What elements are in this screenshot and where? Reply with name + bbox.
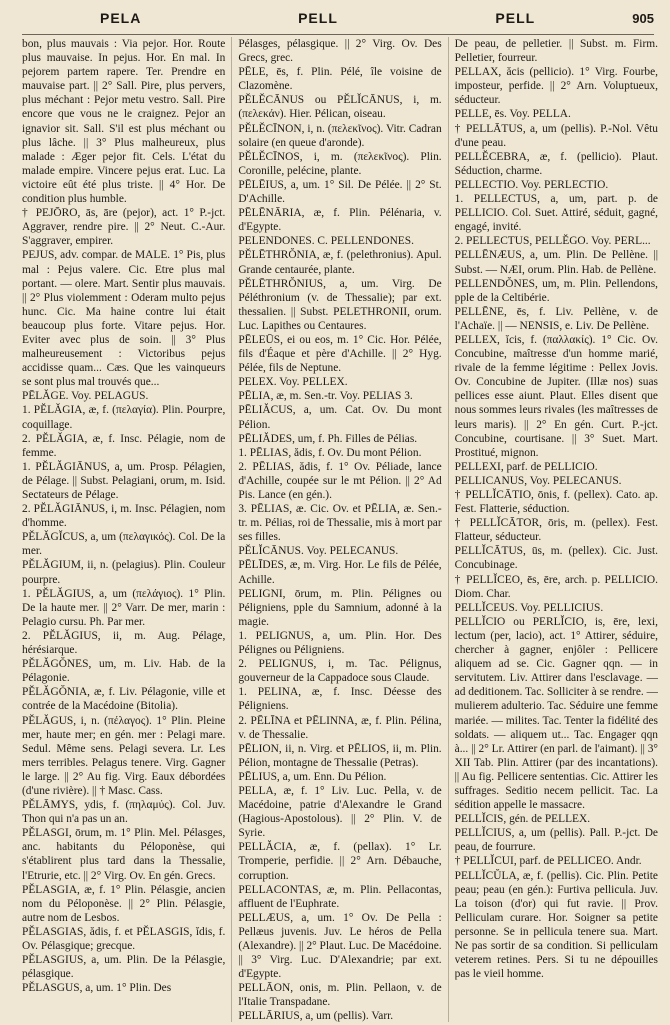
dictionary-entry: 1. PĔLĂGIA, æ, f. (πελαγία). Plin. Pourpre, coquillage. (22, 404, 226, 431)
dictionary-entry: † PELLĀTUS, a, um (pellis). P.-Nol. Vêtu d'une peau. (454, 122, 658, 149)
dictionary-entry: PELLAX, ăcis (pellicio). 1° Virg. Fourbe, imposteur, perfide. || 2° Arn. Voluptueux, séducteur. (454, 66, 658, 107)
dictionary-entry: 2. PĒLIAS, ădis, f. 1° Ov. Péliade, lance d'Achille, coupée sur le mt Pélion. || 2° Ad Pis. Lance (en gén.). (238, 460, 442, 501)
dictionary-entry: PĔLASGIAS, ădis, f. et PĔLASGIS, ĭdis, f. Ov. Pélasgique; grecque. (22, 925, 226, 952)
dictionary-entry: 2. PĒLĪNA et PĒLINNA, æ, f. Plin. Pélina, v. de Thessalie. (238, 714, 442, 741)
dictionary-entry: PĔLĬCĀNUS. Voy. PELECANUS. (238, 545, 399, 558)
dictionary-entry: PELLECTIO. Voy. PERLECTIO. (454, 178, 609, 191)
dictionary-entry: PELLÆUS, a, um. 1° Ov. De Pella : Pellæus juvenis. Juv. Le héros de Pella (Alexandre). || 2° Plaut. Luc. De Macédoine. || 3° Virg. Luc. D'Alexandrie; par ext. d'Egypte. (238, 911, 442, 981)
dictionary-entry: PELLĬCIS, gén. de PELLEX. (454, 813, 591, 826)
header-middle-word: PELL (298, 10, 338, 26)
dictionary-entry: PELIGNI, ōrum, m. Plin. Pélignes ou Péligniens, pple du Samnium, adonné à la magie. (238, 587, 442, 628)
dictionary-entry: † PELLĬCUI, parf. de PELLICEO. Andr. (454, 855, 642, 868)
dictionary-entry: PELLĬCIO ou PERLĬCIO, is, ēre, lexi, lectum (per, lacio), act. 1° Attirer, séduire, chercher à gagner, enjôler : Pellicere aliquem ad se. Cic. Gagner qqn. — in servitutem. Liv. Attirer dans l'esclavage. — ad deditionem. Tac. Solliciter à se rendre. — mulierem adulterio. Tac. Séduire une femme mariée. — milites. Tac. Tenter la fidélité des soldats. — aliquem ut... Tac. Engager qqn à... || 2° Lr. Attirer (en parl. de l'aimant). || 3° XII Tab. Plin. Attirer (par des incantations). || Au fig. Pellicere sententias. Cic. Attirer les suffrages. Seditio necem pellicit. Tac. La sédition appelle le massacre. (454, 615, 658, 812)
dictionary-entry: 1. PELINA, æ, f. Insc. Déesse des Péligniens. (238, 686, 442, 713)
dictionary-entry: PĒLEŪS, ei ou eos, m. 1° Cic. Hor. Pélée, fils d'Éaque et père d'Achille. || 2° Hyg. Pélée, fils de Neptune. (238, 333, 442, 375)
dictionary-entry: PELLĬCEUS. Voy. PELLICIUS. (454, 601, 604, 614)
dictionary-entry: PELLĀRIUS, a, um (pellis). Varr. (238, 1010, 394, 1022)
dictionary-entry: PĒLIA, æ, m. Sen.-tr. Voy. PELIAS 3. (238, 390, 413, 403)
page-number: 905 (632, 11, 654, 26)
dictionary-entry: PELENDONES. C. PELLENDONES. (238, 235, 414, 248)
dictionary-entry: PĔLĂGUS, i, n. (πέλαγος). 1° Plin. Pleine mer, haute mer; en gén. mer : Pelagi mare. Sedul. Même sens. Pelagi severa. Lr. Les mers terribles. Pelagus tenere. Virg. Gagner le large. || 2° Au fig. Virg. Eaux débordées (d'une rivière). || † Masc. Cass. (22, 714, 226, 797)
dictionary-entry: PELLĒNÆUS, a, um. Plin. De Pellène. || Subst. — NÆI, orum. Plin. Hab. de Pellène. (454, 249, 658, 276)
dictionary-entry: PELLENDŎNES, um, m. Plin. Pellendons, pple de la Celtibérie. (454, 277, 658, 304)
dictionary-entry: PĔLĒTHRŎNIA, æ, f. (pelethronius). Apul. Grande centaurée, plante. (238, 249, 442, 276)
dictionary-entry: 1. PĒLIAS, ădis, f. Ov. Du mont Pélion. (238, 446, 422, 459)
dictionary-entry: PELLEXI, parf. de PELLICIO. (454, 460, 598, 473)
dictionary-entry: PELEX. Voy. PELLEX. (238, 376, 348, 389)
dictionary-entry: PĒLIĂDES, um, f. Ph. Filles de Pélias. (238, 432, 418, 445)
dictionary-entry: 2. PELLECTUS, PELLĔGO. Voy. PERL... (454, 235, 651, 248)
dictionary-entry: PELLICANUS, Voy. PELECANUS. (454, 474, 622, 487)
header-right-word: PELL (495, 10, 536, 26)
dictionary-entry: PĒLION, ii, n. Virg. et PĒLIOS, ii, m. Plin. Pélion, montagne de Thessalie (Petras). (238, 742, 442, 769)
dictionary-entry: Pélasges, pélasgique. || 2° Virg. Ov. Des Grecs, grec. (238, 38, 442, 65)
dictionary-entry: † PELLĬCĀTIO, ōnis, f. (pellex). Cato. ap. Fest. Flatterie, séduction. (454, 489, 658, 516)
dictionary-entry: PĔLĔCĪNON, i, n. (πελεκῖνος). Vitr. Cadran solaire (en queue d'aronde). (238, 122, 442, 149)
dictionary-entry: De peau, de pelletier. || Subst. m. Firm. Pelletier, fourreur. (454, 38, 658, 65)
dictionary-entry: PELLEX, ĭcis, f. (παλλακίς). 1° Cic. Ov. Concubine, maîtresse d'un homme marié, rivale de la femme légitime : Pellex Jovis. Ov. Concubine de Jupiter. (Illæ nos) suas pellices esse aiunt. Plaut. Elles disent que nous sommes leurs rivales (les maîtresses de leurs maris). || 2° En gén. Curt. P.-jct. Concubine, courtisane. || 3° Suet. Mart. Prostitué, mignon. (454, 333, 658, 459)
dictionary-entry: PELLACONTAS, æ, m. Plin. Pellacontas, affluent de l'Euphrate. (238, 883, 442, 910)
dictionary-entry: 2. PELIGNUS, i, m. Tac. Pélignus, gouverneur de la Cappadoce sous Claude. (238, 658, 442, 685)
dictionary-entry: 1. PELIGNUS, a, um. Plin. Hor. Des Pélignes ou Péligniens. (238, 629, 442, 657)
column-2 (238, 37, 448, 1022)
dictionary-entry: PĒLĒNĀRIA, æ, f. Plin. Pélénaria, v. d'Egypte. (238, 207, 442, 234)
dictionary-entry: PELLĀON, onis, m. Plin. Pellaon, v. de l'Italie Transpadane. (238, 982, 442, 1009)
dictionary-entry: PEJUS, adv. compar. de MALE. 1° Pis, plus mal : Pejus valere. Cic. Etre plus mal portant. — olere. Mart. Sentir plus mauvais. || 2° Plus violemment : Oderam multo pejus hunc. Cic. Ma haine contre lui était beaucoup plus forte. Vitare pejus. Hor. Eviter avec plus de soin. || 3° Plus malheureusement : Victoribus pejus accidisse quam... Cæs. Que les vainqueurs se sont plus mal trouvés que... (22, 249, 226, 389)
dictionary-entry: PĒLĂGE. Voy. PELAGUS. (22, 390, 149, 403)
dictionary-entry: PELLĂCIA, æ, f. (pellax). 1° Lr. Tromperie, perfidie. || 2° Arn. Débauche, corruption. (238, 841, 442, 882)
dictionary-entry: PĔLĀMYS, ydis, f. (πηλαμύς). Col. Juv. Thon qui n'a pas un an. (22, 799, 226, 826)
dictionary-entry: PELLA, æ, f. 1° Liv. Luc. Pella, v. de Macédoine, patrie d'Alexandre le Grand (Hagious-Apostolous). || 2° Plin. V. de Syrie. (238, 784, 442, 840)
dictionary-entry: 1. PĔLĂGIĀNUS, a, um. Prosp. Pélagien, de Pélage. || Subst. Pelagiani, orum, m. Isid. Sectateurs de Pélage. (22, 460, 226, 501)
dictionary-entry: 2. PĔLĂGIUS, ii, m. Aug. Pélage, hérésiarque. (22, 629, 226, 657)
dictionary-entry: PELLĒNE, ēs, f. Liv. Pellène, v. de l'Achaïe. || — NENSIS, e. Liv. De Pellène. (454, 305, 658, 332)
dictionary-entry: bon, plus mauvais : Via pejor. Hor. Route plus mauvaise. In pejus. Hor. En mal. In pejorem partem rapere. Ter. Prendre en mauvaise part. || 2° Sall. Pire, plus pervers, plus méchant : Pejor metu vestro. Sall. Pire encore que vous ne le craignez. Pejor an ignavior sit. Sall. S'il est plus méchant ou plus lâche. || 3° Plus malheureux, plus malade : Æger pejor fit. Cels. L'état du malade empire. Vincere pejus erat. Luc. La victoire eût été plus triste. || 4° Hor. De condition plus humble. (22, 38, 226, 206)
columns (10, 37, 660, 1022)
dictionary-entry: PĒLĒIUS, a, um. 1° Sil. De Pélée. || 2° St. D'Achille. (238, 178, 442, 206)
dictionary-entry: PĒLE, ēs, f. Plin. Pélé, île voisine de Clazomène. (238, 66, 442, 93)
dictionary-entry: † PELLĬCĀTOR, ōris, m. (pellex). Fest. Flatteur, séducteur. (454, 517, 658, 544)
dictionary-entry: PĔLĔCĪNOS, i, m. (πελεκῖνος). Plin. Coronille, pelécine, plante. (238, 150, 442, 177)
dictionary-entry: PĔLĂGŎNIA, æ, f. Liv. Pélagonie, ville et contrée de la Macédoine (Bitolia). (22, 686, 226, 713)
dictionary-entry: † PEJŌRO, ās, āre (pejor), act. 1° P.-jct. Aggraver, rendre pire. || 2° Neut. C.-Aur. S'aggraver, empirer. (22, 207, 226, 248)
dictionary-entry: PĒLIUS, a, um. Enn. Du Pélion. (238, 770, 387, 783)
dictionary-entry: PĔLĂGĬCUS, a, um (πελαγικός). Col. De la mer. (22, 531, 226, 558)
dictionary-entry: 1. PĔLĂGIUS, a, um (πελάγιος). 1° Plin. De la haute mer. || 2° Varr. De mer, marin : Pelagio cursu. Ph. Par mer. (22, 587, 226, 628)
dictionary-entry: 2. PĔLĂGIĀNUS, i, m. Insc. Pélagien, nom d'homme. (22, 503, 226, 530)
dictionary-entry: 3. PĒLIAS, æ. Cic. Ov. et PĒLIA, æ. Sen.-tr. m. Pélias, roi de Thessalie, mis à mort par ses filles. (238, 503, 442, 544)
dictionary-entry: PĔLASGUS, a, um. 1° Plin. Des (22, 982, 172, 995)
dictionary-entry: PĔLĒTHRŎNIUS, a, um. Virg. De Péléthronium (v. de Thessalie); par ext. thessalien. || Subst. PELETHRONII, orum. Luc. Lapithes ou Centaures. (238, 277, 442, 332)
dictionary-entry: PELLE, ēs. Voy. PELLA. (454, 108, 571, 121)
column-3 (455, 37, 658, 1022)
column-1 (22, 37, 232, 1022)
dictionary-entry: PELLĬCŬLA, æ, f. (pellis). Cic. Plin. Petite peau; peau (en gén.): Furtiva pellicula. Juv. La toison (d'or) qui fut ravie. || Prov. Pelliculam curare. Hor. Soigner sa petite personne. Se in pellicula tenere sua. Mart. Ne pas sortir de sa condition. Si pelliculam veterem retines. Pers. Si tu ne dépouilles pas le vieil homme. (454, 869, 658, 981)
dictionary-entry: PĒLIĂCUS, a, um. Cat. Ov. Du mont Pélion. (238, 404, 442, 431)
dictionary-entry: 1. PELLECTUS, a, um, part. p. de PELLICIO. Col. Suet. Attiré, séduit, gagné, engagé, invité. (454, 193, 658, 234)
dictionary-entry: PĔLASGI, ōrum, m. 1° Plin. Mel. Pélasges, anc. habitants du Péloponèse, qui s'établirent plus tard dans la Thessalie, l'Etrurie, etc. || 2° Virg. Ov. En gén. Grecs. (22, 827, 226, 882)
dictionary-entry: PĔLĂGŎNES, um, m. Liv. Hab. de la Pélagonie. (22, 658, 226, 685)
dictionary-entry: PĔLASGIUS, a, um. Plin. De la Pélasgie, pélasgique. (22, 954, 226, 981)
dictionary-entry: PELLĔCEBRA, æ, f. (pellicio). Plaut. Séduction, charme. (454, 150, 658, 177)
dictionary-entry: PELLĬCĀTUS, ūs, m. (pellex). Cic. Just. Concubinage. (454, 545, 658, 572)
dictionary-entry: PĔLĂGIUM, ii, n. (pelagius). Plin. Couleur pourpre. (22, 559, 226, 586)
dictionary-entry: † PELLĬCEO, ēs, ēre, arch. p. PELLICIO. Diom. Char. (454, 573, 658, 600)
dictionary-entry: PĔLĔCĀNUS ou PĔLĬCĀNUS, i, m. (πελεκάν). Hier. Pélican, oiseau. (238, 94, 442, 121)
dictionary-entry: PELLĬCIUS, a, um (pellis). Pall. P.-jct. De peau, de fourrure. (454, 827, 658, 854)
page-header (22, 10, 654, 35)
dictionary-entry: 2. PĔLĂGIA, æ, f. Insc. Pélagie, nom de femme. (22, 432, 226, 459)
dictionary-entry: PĔLASGIA, æ, f. 1° Plin. Pélasgie, ancien nom du Péloponèse. || 2° Plin. Pélasgie, autre nom de Lesbos. (22, 883, 226, 924)
header-left-word: PELA (99, 10, 142, 26)
dictionary-entry: PĒLĪDES, æ, m. Virg. Hor. Le fils de Pélée, Achille. (238, 559, 442, 586)
